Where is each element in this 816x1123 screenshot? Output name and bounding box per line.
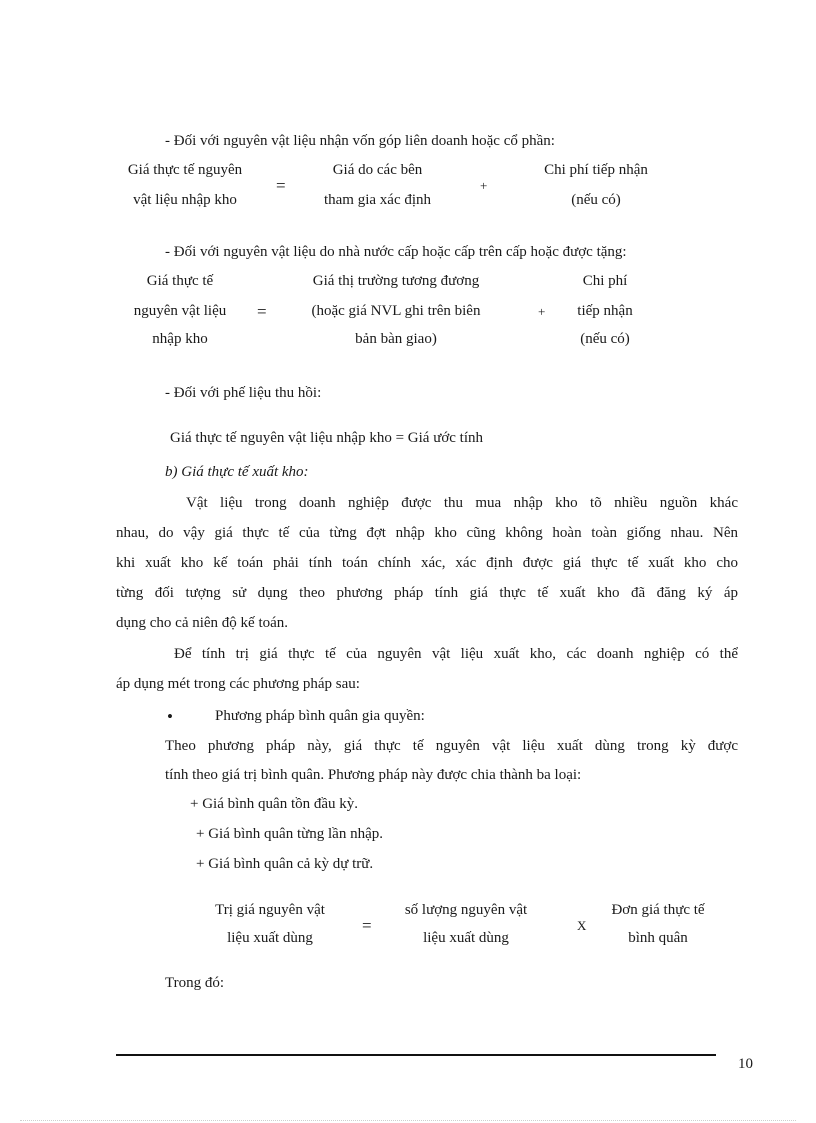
subsection-heading: b) Giá thực tế xuất kho: bbox=[165, 464, 309, 480]
formula3-term3-line1: Đơn giá thực tế bbox=[611, 902, 705, 918]
formula1-term3-line2: (nếu có) bbox=[571, 192, 621, 208]
bullet-icon: • bbox=[167, 707, 173, 726]
formula3-term2-line1: số lượng nguyên vật bbox=[404, 902, 528, 918]
formula1-term3-line1: Chi phí tiếp nhận bbox=[544, 162, 648, 178]
formula3-term1-line1: Trị giá nguyên vật bbox=[215, 902, 325, 918]
section1-heading: - Đối với nguyên vật liệu nhận vốn góp liên doanh hoặc cổ phần: bbox=[165, 133, 555, 149]
formula3-term3-line2: bình quân bbox=[628, 930, 688, 946]
para1-line5: dụng cho cả niên độ kế toán. bbox=[116, 615, 289, 631]
page-number: 10 bbox=[738, 1056, 753, 1072]
footer-rule bbox=[116, 1054, 716, 1056]
formula2-term1-line3: nhập kho bbox=[152, 331, 208, 347]
formula2-term2-line2: (hoặc giá NVL ghi trên biên bbox=[311, 303, 481, 319]
para1-line1: Vật liệu trong doanh nghiệp được thu mua nhập kho tõ nhiều nguồn khác bbox=[186, 495, 738, 511]
formula1-plus: + bbox=[480, 178, 488, 193]
formula3-equals: = bbox=[362, 916, 372, 935]
para3-line1: Theo phương pháp này, giá thực tế nguyên vật liệu xuất dùng trong kỳ được bbox=[165, 738, 738, 754]
bullet-method: Phương pháp bình quân gia quyền: bbox=[215, 708, 425, 724]
formula1-term2-line2: tham gia xác định bbox=[323, 192, 432, 208]
section3-heading: - Đối với phế liệu thu hồi: bbox=[165, 385, 322, 401]
list-item: + Giá bình quân cả kỳ dự trữ. bbox=[196, 856, 374, 872]
para1-line2: nhau, do vậy giá thực tế của từng đợt nhập kho cũng không hoàn toàn giống nhau. Nên bbox=[116, 525, 738, 541]
formula2-term1-line2: nguyên vật liệu bbox=[133, 303, 227, 319]
list-item: + Giá bình quân tồn đầu kỳ. bbox=[190, 796, 359, 812]
formula1-equals: = bbox=[276, 176, 286, 195]
formula2-term3-line3: (nếu có) bbox=[580, 331, 630, 347]
formula2-term2-line1: Giá thị trường tương đương bbox=[312, 273, 480, 289]
formula3-term1-line2: liệu xuất dùng bbox=[227, 930, 313, 946]
formula1-term1-line2: vật liệu nhập kho bbox=[133, 192, 237, 208]
formula2-plus: + bbox=[538, 304, 546, 319]
formula3-multiply: X bbox=[577, 918, 587, 933]
para1-line4: từng đối tượng sử dụng theo phương pháp tính giá thực tế xuất kho đã đăng ký áp bbox=[116, 585, 738, 601]
trailing-text: Trong đó: bbox=[165, 975, 225, 991]
para2-line1: Để tính trị giá thực tế của nguyên vật liệu xuất kho, các doanh nghiệp có thể bbox=[174, 646, 738, 662]
formula2-term1-line1: Giá thực tế bbox=[146, 273, 214, 289]
list-item: + Giá bình quân từng lần nhập. bbox=[196, 826, 383, 842]
formula1-term1-line1: Giá thực tế nguyên bbox=[127, 162, 243, 178]
page-edge-divider bbox=[20, 1120, 796, 1121]
para3-line2: tính theo giá trị bình quân. Phương pháp này được chia thành ba loại: bbox=[165, 767, 582, 783]
para2-line2: áp dụng mét trong các phương pháp sau: bbox=[116, 676, 360, 692]
formula1-term2-line1: Giá do các bên bbox=[332, 162, 423, 178]
formula2-term2-line3: bản bàn giao) bbox=[355, 331, 437, 347]
formula2-equals: = bbox=[257, 302, 267, 321]
scrap-formula: Giá thực tế nguyên vật liệu nhập kho = Giá ước tính bbox=[170, 430, 483, 446]
para1-line3: khi xuất kho kế toán phải tính toán chính xác, xác định được giá thực tế xuất kho cho bbox=[116, 555, 738, 571]
section2-heading: - Đối với nguyên vật liệu do nhà nước cấp hoặc cấp trên cấp hoặc được tặng: bbox=[165, 244, 627, 260]
formula2-term3-line2: tiếp nhận bbox=[577, 303, 633, 319]
formula2-term3-line1: Chi phí bbox=[582, 273, 628, 289]
formula3-term2-line2: liệu xuất dùng bbox=[423, 930, 509, 946]
